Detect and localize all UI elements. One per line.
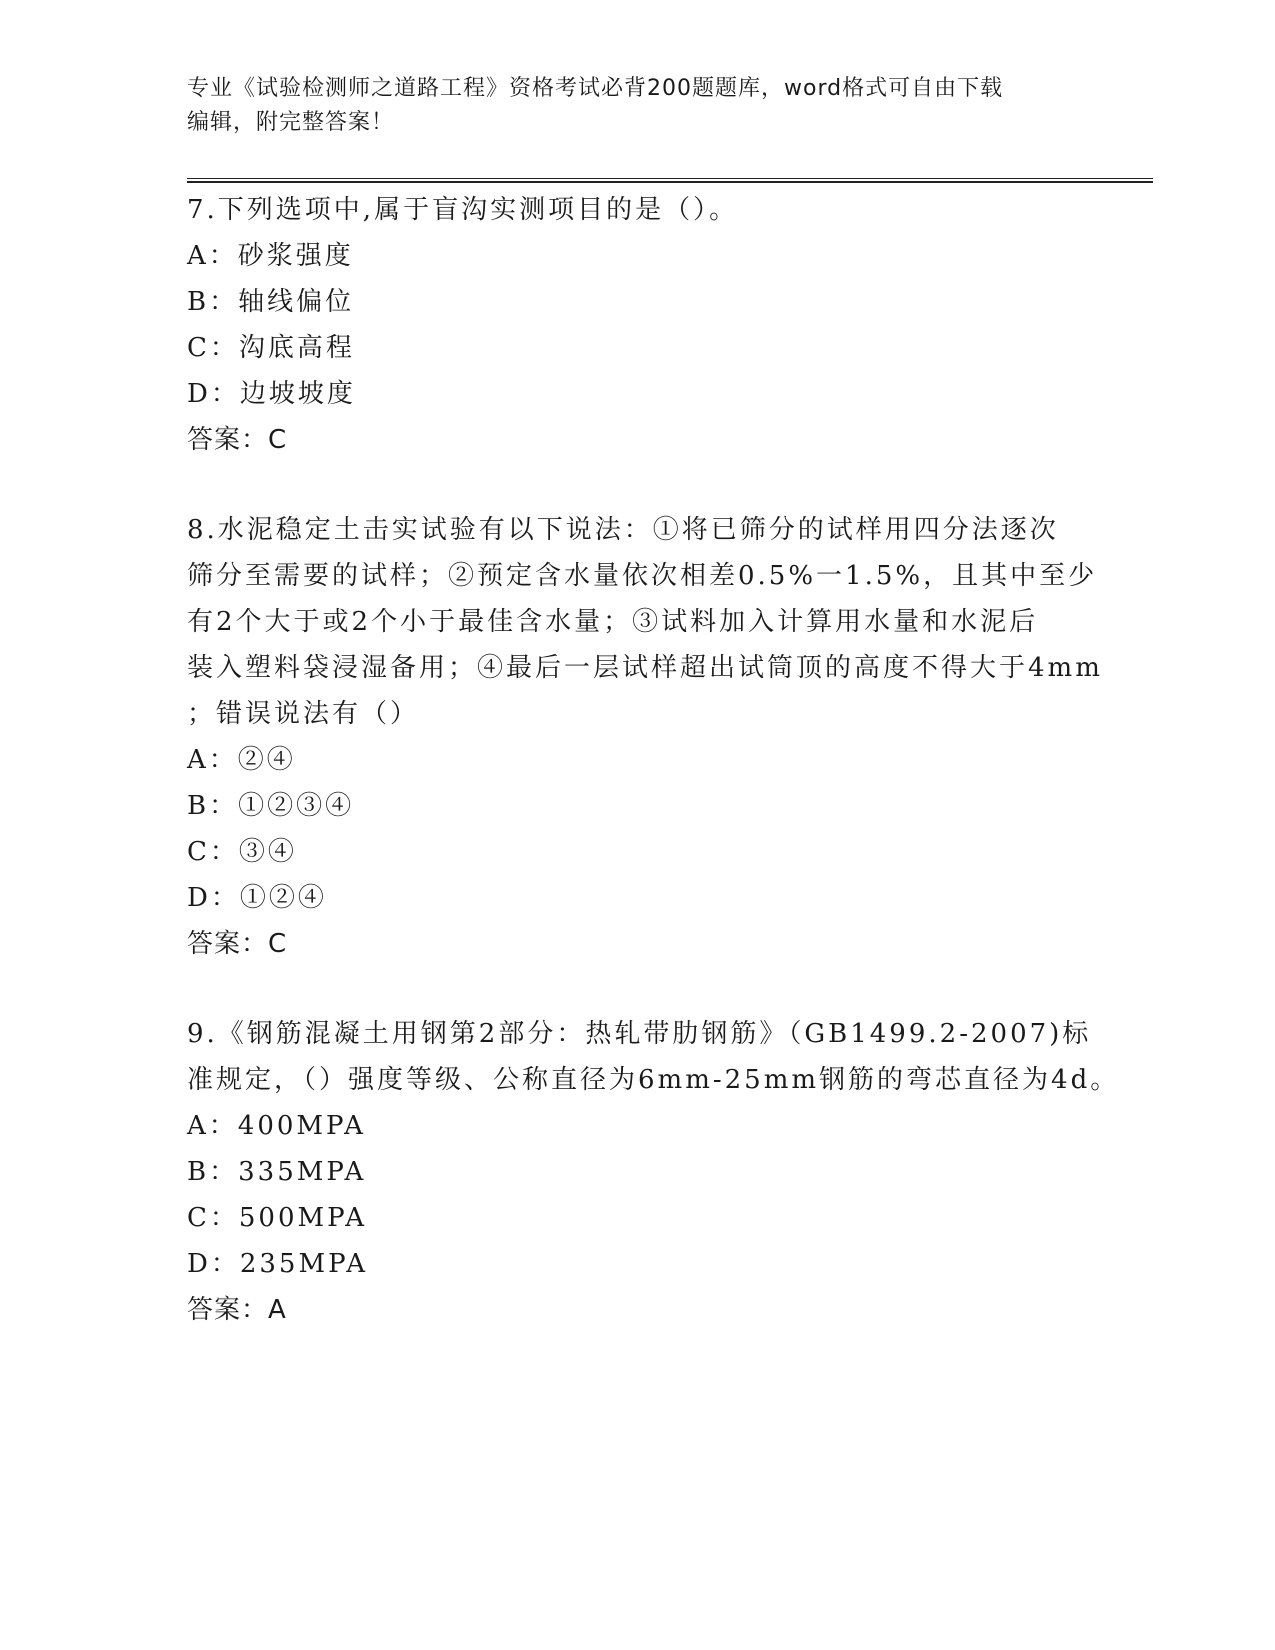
question-stem-line: ；错误说法有（） [187,699,420,729]
header-divider [187,178,1153,183]
question-stem-line: 7.下列选项中,属于盲沟实测项目的是（）。 [187,195,739,225]
question-stem-line: 筛分至需要的试样；②预定含水量依次相差0.5%一1.5%，且其中至少 [187,561,1098,591]
option-c: C：③④ [187,837,297,867]
question-9 [187,1011,1127,1333]
question-list [187,187,1127,1333]
question-8 [187,507,1127,967]
option-c: C：500MPA [187,1203,368,1233]
option-a: A：400MPA [187,1111,366,1141]
question-7 [187,187,1127,463]
option-d: D：235MPA [187,1249,368,1279]
question-stem-line: 9.《钢筋混凝土用钢第2部分：热轧带肋钢筋》（GB1499.2-2007)标 [187,1019,1092,1049]
header-line-1: 专业《试验检测师之道路工程》资格考试必背200题题库，word格式可自由下载 [187,76,1004,101]
answer-label: 答案：A [187,1295,287,1325]
answer-label: 答案：C [187,425,288,455]
question-stem-line: 有2个大于或2个小于最佳含水量；③试料加入计算用水量和水泥后 [187,607,1039,637]
option-a: A：②④ [187,745,296,775]
option-d: D：边坡坡度 [187,379,356,409]
option-a: A：砂浆强度 [187,241,354,271]
header-line-2: 编辑，附完整答案！ [187,110,395,135]
option-b: B：①②③④ [187,791,355,821]
option-b: B：335MPA [187,1157,367,1187]
page-header [187,72,1087,140]
answer-label: 答案：C [187,929,288,959]
option-d: D：①②④ [187,883,327,913]
question-stem-line: 准规定，（）强度等级、公称直径为6mm-25mm钢筋的弯芯直径为4d。 [187,1065,1120,1095]
question-stem-line: 8.水泥稳定土击实试验有以下说法：①将已筛分的试样用四分法逐次 [187,515,1059,545]
question-stem-line: 装入塑料袋浸湿备用；④最后一层试样超出试筒顶的高度不得大于4mm [187,653,1103,683]
option-b: B：轴线偏位 [187,287,355,317]
option-c: C：沟底高程 [187,333,355,363]
